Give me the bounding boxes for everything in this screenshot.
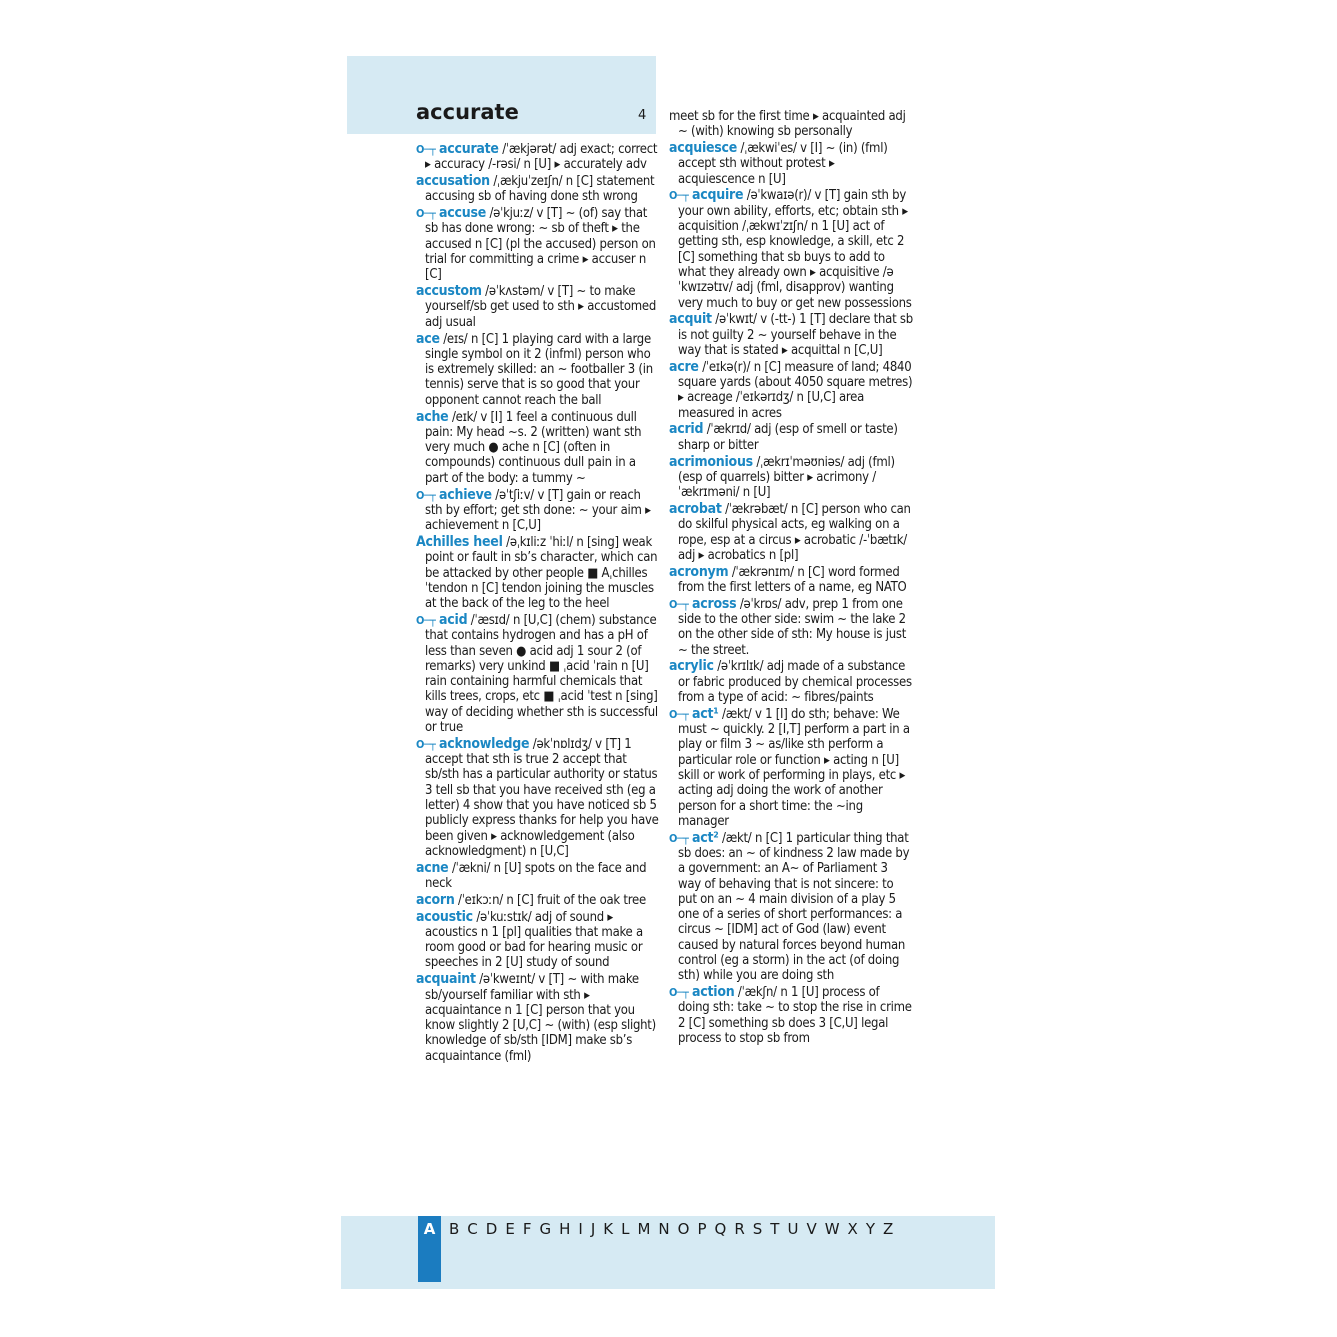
alphabet-letter-l[interactable]: L <box>621 1220 630 1238</box>
dictionary-entry <box>669 707 913 829</box>
key-icon: O─┬ <box>669 189 689 203</box>
definition-text: /əˈkjuːz/ v [T] ~ (of) say that sb has done wrong: ~ sb of theft ▸ the accused n [C] (pl the accused) person on trial for committing a crime ▸ accuser n [C] <box>425 206 656 283</box>
headword: ace <box>416 330 440 347</box>
dictionary-entry <box>416 910 660 971</box>
definition-text: /eɪs/ n [C] 1 playing card with a large single symbol on it 2 (infml) person who is extremely skilled: an ~ footballer 3 (in tennis) serve that is so good that your opponent cannot reach the ball <box>425 331 653 408</box>
definition-text: /ˈækrənɪm/ n [C] word formed from the first letters of a name, eg NATO <box>678 564 907 595</box>
headword: accusation <box>416 173 490 190</box>
headword: acrid <box>669 421 704 438</box>
dictionary-entry <box>669 831 913 984</box>
left-column <box>416 142 660 1066</box>
guide-word: accurate <box>416 100 519 124</box>
alphabet-letter-j[interactable]: J <box>590 1220 596 1238</box>
definition-text: /ˈæsɪd/ n [U,C] (chem) substance that contains hydrogen and has a pH of less than seven ● acid adj 1 sour 2 (of remarks) very unkind ■ ˌacid ˈrain n [U] rain containing harmful chemicals that kills trees, crops, etc ■ ˌacid ˈtest n [sing] way of deciding whether sth is successful or true <box>425 612 658 735</box>
headword: acronym <box>669 563 729 580</box>
alphabet-letter-d[interactable]: D <box>485 1220 498 1238</box>
headword: acid <box>439 611 468 628</box>
definition-text: /əˈkweɪnt/ v [T] ~ with make sb/yourself familiar with sth ▸ acquaintance n 1 [C] person that you know slightly 2 [U,C] ~ (with) (esp slight) knowledge of sb/sth [IDM] make sb’s acquaintance (fml) <box>425 972 656 1064</box>
definition-text: /əˈkrɒs/ adv, prep 1 from one side to the other side: swim ~ the lake 2 on the other side of sth: My house is just ~ the street. <box>678 596 907 658</box>
definition-text: /əˈtʃiːv/ v [T] gain or reach sth by effort; get sth done: ~ your aim ▸ achievement n [C,U] <box>425 487 651 534</box>
key-icon: O─┬ <box>669 986 689 1000</box>
dictionary-entry <box>416 174 660 205</box>
dictionary-entry <box>669 360 913 421</box>
dictionary-entry <box>669 565 913 596</box>
alphabet-letter-p[interactable]: P <box>697 1220 707 1238</box>
definition-text: /əˈkwɪt/ v (-tt-) 1 [T] declare that sb is not guilty 2 ~ yourself behave in the way that is stated ▸ acquittal n [C,U] <box>678 312 913 358</box>
dictionary-entry <box>669 312 913 358</box>
alphabet-letter-v[interactable]: V <box>806 1220 817 1238</box>
definition-text: /əˈkʌstəm/ v [T] ~ to make yourself/sb get used to sth ▸ accustomed adj usual <box>425 284 657 330</box>
headword: across <box>692 595 737 612</box>
alphabet-letter-q[interactable]: Q <box>714 1220 727 1238</box>
dictionary-entry <box>669 109 913 140</box>
dictionary-entry <box>416 142 660 173</box>
dictionary-entry <box>416 284 660 330</box>
headword: acknowledge <box>439 735 530 752</box>
definition-text: /ˈækʃn/ n 1 [U] process of doing sth: take ~ to stop the rise in crime 2 [C] something sb does 3 [C,U] legal process to stop sb from <box>678 985 912 1047</box>
dictionary-entry <box>416 488 660 534</box>
alphabet-letter-k[interactable]: K <box>603 1220 614 1238</box>
definition-text: /əkˈnɒlɪdʒ/ v [T] 1 accept that sth is true 2 accept that sb/sth has a particular authority or status 3 tell sb that you have received sth (eg a letter) 4 show that you have noticed sb 5 publicly express thanks for help you have been given ▸ acknowledgement (also acknowledgment) n [U,C] <box>425 736 659 859</box>
definition-text: /əˌkɪliːz ˈhiːl/ n [sing] weak point or fault in sb’s character, which can be attacked by other people ■ Aˌchilles ˈtendon n [C] tendon joining the muscles at the back of the leg to the heel <box>425 534 658 612</box>
key-icon: O─┬ <box>416 737 436 751</box>
alphabet-letter-t[interactable]: T <box>770 1220 780 1238</box>
headword: act² <box>692 829 719 846</box>
key-icon: O─┬ <box>416 613 436 627</box>
alphabet-letter-b[interactable]: B <box>449 1220 460 1238</box>
definition-text: /əˈkrɪlɪk/ adj made of a substance or fabric produced by chemical processes from a type of acid: ~ fibres/paints <box>678 659 912 705</box>
right-column <box>669 109 913 1048</box>
dictionary-entry <box>416 737 660 859</box>
definition-text: /ækt/ n [C] 1 particular thing that sb does: an ~ of kindness 2 law made by a government: an A~ of Parliament 3 way of behaving that is not sincere: to put on an ~ 4 main division of a play 5 one of a series of short performances: a circus ~ [IDM] act of God (law) event caused by natural forces beyond human control (eg a storm) in the act (of doing sth) while you are doing sth <box>678 830 910 984</box>
definition-text: /ækt/ v 1 [I] do sth; behave: We must ~ quickly. 2 [I,T] perform a part in a play or film 3 ~ as/like sth perform a particular role or function ▸ acting n [U] skill or work of performing in plays, etc ▸ acting adj doing the work of another person for a short time: the ~ing manager <box>678 706 910 829</box>
definition-text: /ˌækjuˈzeɪʃn/ n [C] statement accusing sb of having done sth wrong <box>425 174 655 205</box>
alphabet-letter-u[interactable]: U <box>787 1220 799 1238</box>
dictionary-entry <box>669 985 913 1046</box>
alphabet-letter-active[interactable]: A <box>423 1220 436 1238</box>
definition-text: /əˈkuːstɪk/ adj of sound ▸ acoustics n 1 [pl] qualities that make a room good or bad for hearing music or speeches in 2 [U] study of sound <box>425 909 643 971</box>
definition-text: /eɪk/ v [I] 1 feel a continuous dull pain: My head ~s. 2 (written) want sth very much ● ache n [C] (often in compounds) continuous dull pain in a part of the body: a tummy ~ <box>425 409 642 486</box>
headword: acquit <box>669 311 712 328</box>
headword: act¹ <box>692 705 719 722</box>
alphabet-letter-y[interactable]: Y <box>865 1220 875 1238</box>
headword: accuse <box>439 205 486 222</box>
dictionary-entry <box>416 613 660 735</box>
alphabet-letter-m[interactable]: M <box>637 1220 651 1238</box>
dictionary-entry <box>416 332 660 408</box>
headword: acre <box>669 358 699 375</box>
key-icon: O─┬ <box>416 143 436 156</box>
alphabet-letter-o[interactable]: O <box>677 1220 690 1238</box>
alphabet-letter-c[interactable]: C <box>467 1220 478 1238</box>
headword: acorn <box>416 891 455 908</box>
alphabet-letter-x[interactable]: X <box>847 1220 858 1238</box>
alphabet-letter-h[interactable]: H <box>559 1220 571 1238</box>
dictionary-entry <box>669 455 913 501</box>
key-icon: O─┬ <box>669 597 689 611</box>
alphabet-letter-i[interactable]: I <box>578 1220 583 1238</box>
dictionary-entry <box>669 141 913 187</box>
definition-text: /ˌækrɪˈməʊniəs/ adj (fml) (esp of quarrels) bitter ▸ acrimony /ˈækrɪməni/ n [U] <box>678 454 895 501</box>
dictionary-entry <box>669 422 913 453</box>
definition-text: /ˈækrɪd/ adj (esp of smell or taste) sharp or bitter <box>678 422 898 453</box>
headword: acrobat <box>669 500 722 517</box>
headword: accustom <box>416 283 482 300</box>
headword: acrimonious <box>669 453 753 470</box>
key-icon: O─┬ <box>669 707 689 721</box>
alphabet-letter-z[interactable]: Z <box>883 1220 894 1238</box>
headword: accurate <box>439 141 499 157</box>
headword: achieve <box>439 486 492 503</box>
definition-text: /əˈkwaɪə(r)/ v [T] gain sth by your own ability, efforts, etc; obtain sth ▸ acquisition /ˌækwɪˈzɪʃn/ n 1 [U] act of getting sth, esp knowledge, a skill, etc 2 [C] something that sb buys to add to what they already own ▸ acquisitive /əˈkwɪzətɪv/ adj (fml, disapprov) wanting very much to buy or get new possessions <box>678 188 912 311</box>
headword: Achilles heel <box>416 533 503 550</box>
definition-text: /ˈeɪkə(r)/ n [C] measure of land; 4840 square yards (about 4050 square metres) ▸ acreage /ˈeɪkərɪdʒ/ n [U,C] area measured in acres <box>678 359 913 421</box>
definition-text: meet sb for the first time ▸ acquainted adj ~ (with) knowing sb personally <box>669 109 906 140</box>
dictionary-entry <box>669 659 913 705</box>
dictionary-entry <box>669 188 913 310</box>
dictionary-entry <box>416 893 660 908</box>
page-number: 4 <box>638 108 647 123</box>
definition-text: /ˈækni/ n [U] spots on the face and neck <box>425 860 647 891</box>
dictionary-entry <box>416 410 660 486</box>
dictionary-entry <box>669 502 913 563</box>
key-icon: O─┬ <box>416 488 436 502</box>
dictionary-entry <box>416 535 660 611</box>
alphabet-letter-w[interactable]: W <box>824 1220 840 1238</box>
alphabet-letter-r[interactable]: R <box>734 1220 745 1238</box>
dictionary-entry <box>669 597 913 658</box>
dictionary-entry <box>416 972 660 1064</box>
key-icon: O─┬ <box>669 831 689 845</box>
headword: action <box>692 984 735 1001</box>
key-icon: O─┬ <box>416 207 436 221</box>
alphabet-letter-e[interactable]: E <box>505 1220 515 1238</box>
headword: ache <box>416 408 449 425</box>
alphabet-index <box>418 1220 893 1242</box>
dictionary-entry <box>416 206 660 282</box>
definition-text: /ˈækrəbæt/ n [C] person who can do skilful physical acts, eg walking on a rope, esp at a circus ▸ acrobatic /-ˈbætɪk/ adj ▸ acrobatics n [pl] <box>678 501 911 563</box>
alphabet-letter-s[interactable]: S <box>752 1220 763 1238</box>
headword: acoustic <box>416 908 473 925</box>
dictionary-entry <box>416 861 660 892</box>
alphabet-letter-g[interactable]: G <box>539 1220 552 1238</box>
alphabet-letter-f[interactable]: F <box>522 1220 532 1238</box>
headword: acquiesce <box>669 140 738 157</box>
headword: acne <box>416 859 449 876</box>
definition-text: /ˌækwiˈes/ v [I] ~ (in) (fml) accept sth without protest ▸ acquiescence n [U] <box>678 141 888 187</box>
headword: acrylic <box>669 658 714 675</box>
definition-text: /ˈækjərət/ adj exact; correct ▸ accuracy /-rəsi/ n [U] ▸ accurately adv <box>425 142 658 173</box>
headword: acquire <box>692 187 744 204</box>
alphabet-letter-n[interactable]: N <box>658 1220 670 1238</box>
headword: acquaint <box>416 971 476 988</box>
definition-text: /ˈeɪkɔːn/ n [C] fruit of the oak tree <box>454 892 646 908</box>
